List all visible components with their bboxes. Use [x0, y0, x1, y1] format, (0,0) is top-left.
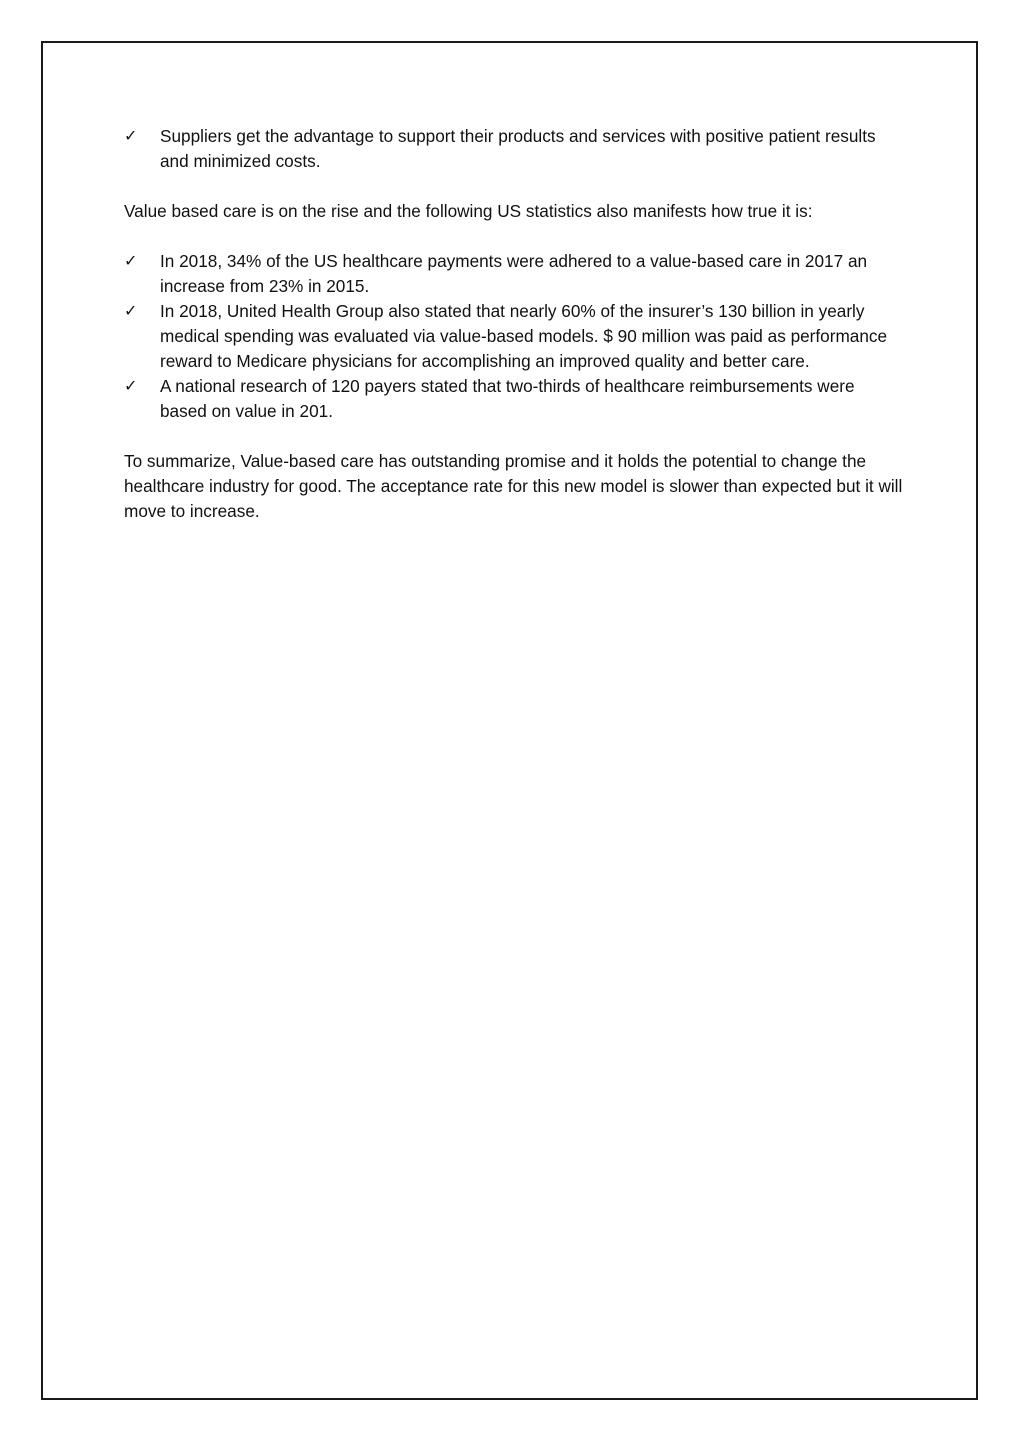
- document-body: [124, 124, 904, 524]
- list-item: [124, 299, 904, 374]
- list-item-text: Suppliers get the advantage to support their products and services with positive patient results and minimized costs.: [160, 126, 876, 171]
- spacer: [124, 224, 904, 249]
- checkmark-icon: ✓: [124, 128, 138, 145]
- spacer: [124, 174, 904, 199]
- statistics-list: [124, 249, 904, 424]
- spacer: [124, 424, 904, 449]
- list-item: [124, 124, 904, 174]
- checkmark-icon: ✓: [124, 303, 138, 320]
- list-item: [124, 249, 904, 299]
- list-item-text: In 2018, 34% of the US healthcare payments were adhered to a value-based care in 2017 an increase from 23% in 2015.: [160, 251, 868, 296]
- intro-paragraph: Value based care is on the rise and the following US statistics also manifests how true it is:: [124, 201, 813, 221]
- summary-paragraph: To summarize, Value-based care has outstanding promise and it holds the potential to change the healthcare industry for good. The acceptance rate for this new model is slower than expected but it will move to increase.: [124, 451, 903, 521]
- checkmark-icon: ✓: [124, 378, 138, 395]
- benefits-list: [124, 124, 904, 174]
- checkmark-icon: ✓: [124, 253, 138, 270]
- list-item: [124, 374, 904, 424]
- list-item-text: In 2018, United Health Group also stated that nearly 60% of the insurer’s 130 billion in yearly medical spending was evaluated via value-based models. $ 90 million was paid as performance reward to Medicare physicians for accomplishing an improved quality and better care.: [160, 301, 888, 371]
- list-item-text: A national research of 120 payers stated that two-thirds of healthcare reimbursements were based on value in 201.: [160, 376, 855, 421]
